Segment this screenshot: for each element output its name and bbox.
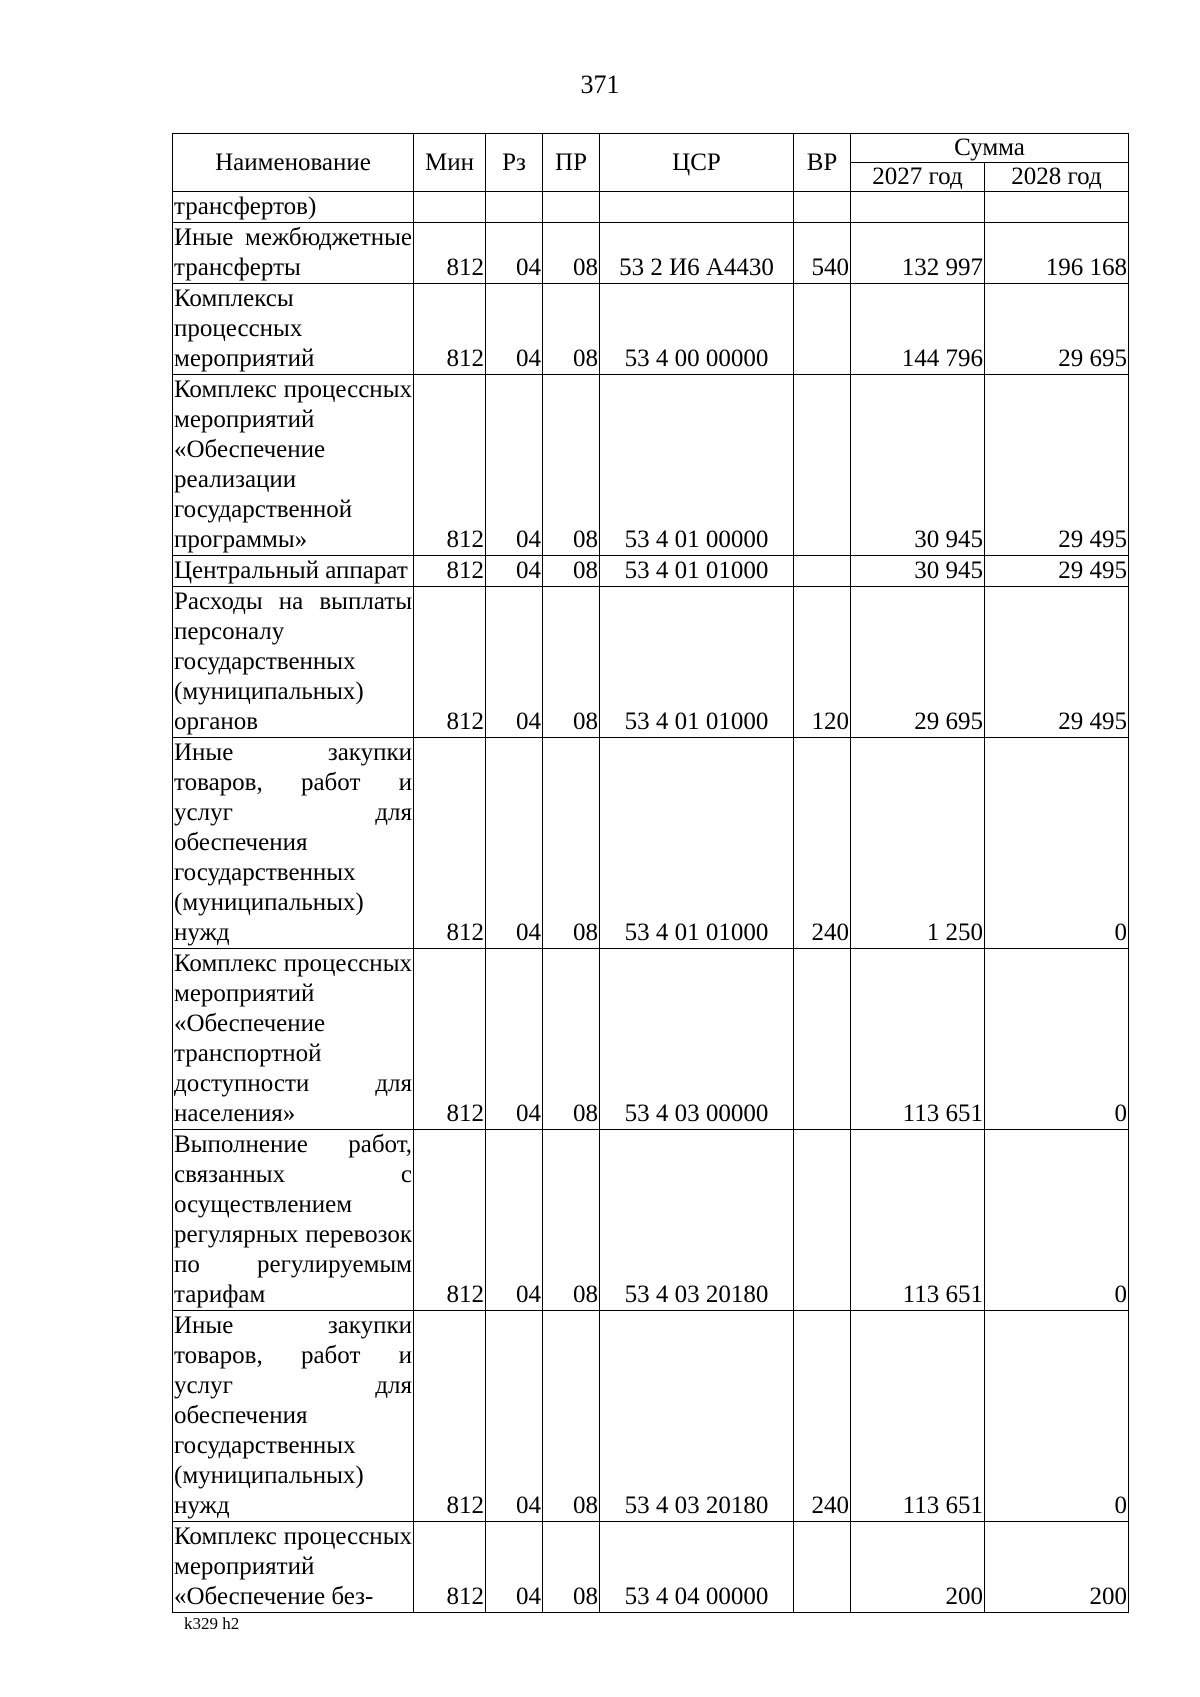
cell-min: 812 [414,1130,486,1311]
cell-csr: 53 4 03 20180 [600,1311,794,1522]
table-row [173,1130,1129,1311]
header-sum: Сумма [851,134,1129,163]
cell-name: Центральный аппарат [173,556,414,587]
cell-rz: 04 [486,556,543,587]
cell-name: Комплекс процессных мероприятий «Обеспечение без- [173,1522,414,1613]
cell-2028: 200 [985,1522,1129,1613]
cell-csr: 53 4 04 00000 [600,1522,794,1613]
cell-2027 [851,192,985,223]
cell-2028: 29 495 [985,587,1129,738]
cell-name: трансфертов) [173,192,414,223]
table-row [173,949,1129,1130]
table-row [173,556,1129,587]
cell-min: 812 [414,738,486,949]
cell-2027: 132 997 [851,223,985,284]
cell-2027: 30 945 [851,556,985,587]
cell-2028: 0 [985,949,1129,1130]
cell-2027: 113 651 [851,1311,985,1522]
header-vr: ВР [794,134,851,192]
cell-pr: 08 [543,223,600,284]
cell-2027: 113 651 [851,949,985,1130]
cell-min: 812 [414,1311,486,1522]
cell-csr: 53 2 И6 А4430 [600,223,794,284]
cell-vr [794,284,851,375]
cell-2028: 0 [985,1311,1129,1522]
cell-csr: 53 4 01 00000 [600,375,794,556]
cell-vr [794,375,851,556]
cell-pr: 08 [543,738,600,949]
cell-pr: 08 [543,1130,600,1311]
cell-2027: 200 [851,1522,985,1613]
cell-rz: 04 [486,738,543,949]
cell-rz [486,192,543,223]
cell-name: Расходы на выплаты персоналу государственных (муниципальных) органов [173,587,414,738]
header-csr: ЦСР [600,134,794,192]
cell-vr [794,1522,851,1613]
cell-csr [600,192,794,223]
cell-rz: 04 [486,949,543,1130]
cell-pr: 08 [543,949,600,1130]
cell-name: Выполнение работ, связанных с осуществлением регулярных перевозок по регулируемым тарифам [173,1130,414,1311]
cell-csr: 53 4 01 01000 [600,587,794,738]
header-row-1 [173,134,1129,163]
cell-vr: 540 [794,223,851,284]
cell-min: 812 [414,949,486,1130]
cell-rz: 04 [486,1130,543,1311]
cell-vr: 240 [794,738,851,949]
cell-vr: 120 [794,587,851,738]
cell-2028: 29 695 [985,284,1129,375]
cell-vr: 240 [794,1311,851,1522]
cell-2027: 144 796 [851,284,985,375]
cell-name: Иные закупки товаров, работ и услуг для обеспечения государственных (муниципальных) нужд [173,738,414,949]
cell-pr: 08 [543,1522,600,1613]
cell-2028: 0 [985,1130,1129,1311]
cell-min: 812 [414,556,486,587]
cell-2027: 113 651 [851,1130,985,1311]
header-pr: ПР [543,134,600,192]
cell-name: Иные межбюджетные трансферты [173,223,414,284]
cell-rz: 04 [486,1522,543,1613]
cell-vr [794,192,851,223]
cell-rz: 04 [486,284,543,375]
header-name: Наименование [173,134,414,192]
cell-rz: 04 [486,223,543,284]
header-year-2027: 2027 год [851,163,985,192]
cell-2028: 196 168 [985,223,1129,284]
cell-2028: 29 495 [985,375,1129,556]
header-rz: Рз [486,134,543,192]
cell-pr [543,192,600,223]
cell-min: 812 [414,587,486,738]
cell-name: Иные закупки товаров, работ и услуг для обеспечения государственных (муниципальных) нужд [173,1311,414,1522]
header-min: Мин [414,134,486,192]
table-header [173,134,1129,192]
cell-min: 812 [414,284,486,375]
cell-2028 [985,192,1129,223]
header-year-2028: 2028 год [985,163,1129,192]
cell-vr [794,1130,851,1311]
cell-name: Комплекс процессных мероприятий «Обеспечение реализации государственной программы» [173,375,414,556]
cell-pr: 08 [543,284,600,375]
table-row [173,223,1129,284]
cell-name: Комплекс процессных мероприятий «Обеспечение транспортной доступности для населения» [173,949,414,1130]
table-row [173,738,1129,949]
cell-vr [794,556,851,587]
cell-csr: 53 4 00 00000 [600,284,794,375]
cell-vr [794,949,851,1130]
table-row [173,284,1129,375]
cell-2028: 0 [985,738,1129,949]
cell-2027: 29 695 [851,587,985,738]
cell-2027: 1 250 [851,738,985,949]
cell-csr: 53 4 01 01000 [600,738,794,949]
cell-pr: 08 [543,587,600,738]
cell-csr: 53 4 01 01000 [600,556,794,587]
cell-2027: 30 945 [851,375,985,556]
table-row [173,192,1129,223]
cell-pr: 08 [543,375,600,556]
cell-min: 812 [414,375,486,556]
cell-csr: 53 4 03 20180 [600,1130,794,1311]
cell-rz: 04 [486,1311,543,1522]
cell-rz: 04 [486,375,543,556]
page-number: 371 [580,70,620,99]
table-row [173,587,1129,738]
table-body [173,192,1129,1613]
budget-table [172,133,1129,1613]
cell-min: 812 [414,223,486,284]
cell-2028: 29 495 [985,556,1129,587]
table-row [173,1522,1129,1613]
cell-rz: 04 [486,587,543,738]
table-row [173,375,1129,556]
table-row [173,1311,1129,1522]
cell-name: Комплексы процессных мероприятий [173,284,414,375]
cell-min: 812 [414,1522,486,1613]
cell-csr: 53 4 03 00000 [600,949,794,1130]
cell-pr: 08 [543,556,600,587]
cell-min [414,192,486,223]
footer-code: k329 h2 [184,1614,240,1633]
cell-pr: 08 [543,1311,600,1522]
